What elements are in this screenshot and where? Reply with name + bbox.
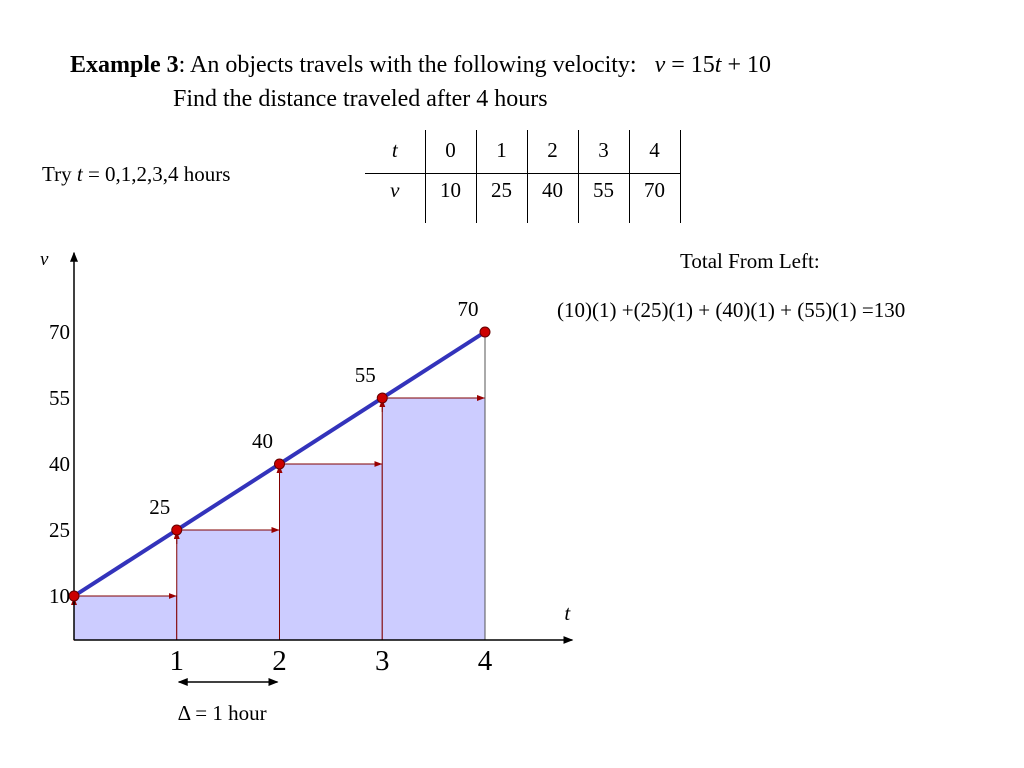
point-label: 40 <box>252 429 273 453</box>
try-post: = 0,1,2,3,4 hours <box>82 162 231 186</box>
point-label: 25 <box>149 495 171 519</box>
data-point <box>69 591 79 601</box>
y-tick-label: 70 <box>49 320 70 344</box>
try-pre: Try <box>42 162 77 186</box>
x-tick-label: 1 <box>169 645 184 677</box>
data-point <box>172 525 182 535</box>
y-tick-label: 25 <box>49 518 70 542</box>
riemann-rect <box>382 398 485 640</box>
data-point <box>275 459 285 469</box>
data-point <box>377 393 387 403</box>
x-axis-label: t <box>564 601 571 625</box>
y-tick-label: 55 <box>49 386 70 410</box>
data-point <box>480 327 490 337</box>
v-cell: 70 <box>629 173 680 223</box>
point-label: 55 <box>354 363 376 387</box>
y-axis-label: v <box>40 248 49 270</box>
t-cell: 1 <box>476 130 527 173</box>
example-title: Example 3 <box>70 52 179 78</box>
t-cell: 0 <box>425 130 476 173</box>
heading-text: : An objects travels with the following velocity: <box>178 52 637 78</box>
v-cell: 10 <box>425 173 476 223</box>
eq-end: + 10 <box>721 52 772 78</box>
row-label-v: v <box>365 173 425 223</box>
v-cell: 25 <box>476 173 527 223</box>
x-tick-label: 4 <box>477 645 493 677</box>
t-cell: 3 <box>578 130 629 173</box>
y-tick-label: 40 <box>49 452 70 476</box>
heading-line2: Find the distance traveled after 4 hours <box>173 86 548 112</box>
t-cell: 2 <box>527 130 578 173</box>
delta-label: Δ = 1 hour <box>177 701 267 725</box>
eq-v-var: v <box>654 52 666 78</box>
riemann-rect <box>74 596 177 640</box>
x-tick-label: 3 <box>375 645 390 677</box>
v-cell: 40 <box>527 173 578 223</box>
x-tick-label: 2 <box>272 645 287 677</box>
v-cell: 55 <box>578 173 629 223</box>
riemann-rect <box>177 530 280 640</box>
eq-t-var: t <box>714 52 722 78</box>
try-var: t <box>76 162 83 186</box>
row-label-t: t <box>365 130 425 173</box>
eq-mid: = 15 <box>665 52 715 78</box>
point-label: 70 <box>457 297 479 321</box>
t-cell: 4 <box>629 130 680 173</box>
total-expression: (10)(1) +(25)(1) + (40)(1) + (55)(1) =130 <box>557 298 906 322</box>
total-label: Total From Left: <box>680 249 820 273</box>
riemann-rect <box>280 464 383 640</box>
y-tick-label: 10 <box>49 584 70 608</box>
